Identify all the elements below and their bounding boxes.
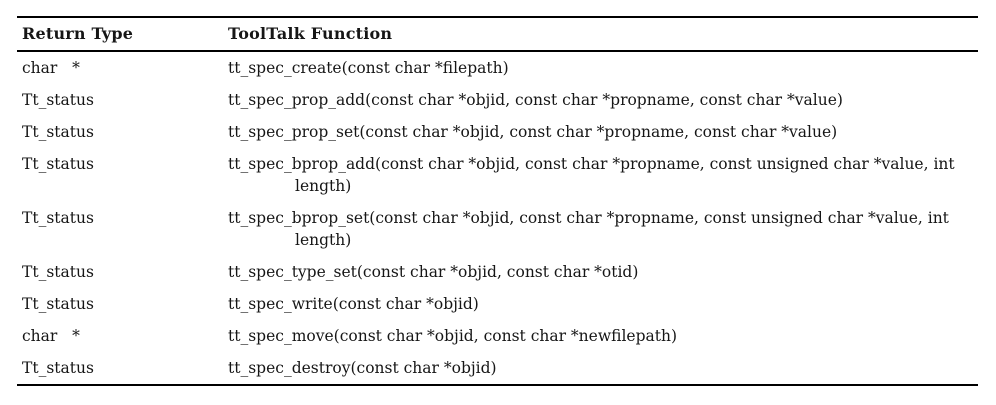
- return-type-cell: Tt_status: [22, 208, 94, 227]
- table-row: [17, 148, 978, 202]
- return-type-cell: char *: [22, 326, 80, 345]
- function-signature: tt_spec_prop_add(const char *objid, const char *propname, const char *value): [228, 90, 843, 109]
- column-header-return-type: Return Type: [22, 24, 134, 43]
- table-row: [17, 202, 978, 256]
- function-signature-continuation: length): [295, 230, 352, 249]
- function-signature: tt_spec_create(const char *filepath): [228, 58, 509, 77]
- function-cell: [228, 261, 978, 283]
- table-row: [17, 84, 978, 116]
- return-type-cell: char *: [22, 58, 80, 77]
- function-cell: [228, 89, 978, 111]
- return-type-cell: Tt_status: [22, 122, 94, 141]
- function-cell: [228, 57, 978, 79]
- function-signature: tt_spec_write(const char *objid): [228, 294, 479, 313]
- table-row: [17, 256, 978, 288]
- return-type-cell: Tt_status: [22, 154, 94, 173]
- return-type-cell: Tt_status: [22, 262, 94, 281]
- table-row: [17, 116, 978, 148]
- table-row: [17, 288, 978, 320]
- column-header-tooltalk-function: ToolTalk Function: [228, 24, 393, 43]
- function-signature: tt_spec_prop_set(const char *objid, const char *propname, const char *value): [228, 122, 838, 141]
- function-cell: [228, 153, 978, 197]
- function-cell: [228, 121, 978, 143]
- table-row: [17, 352, 978, 384]
- table-row: [17, 52, 978, 84]
- table-row: [17, 320, 978, 352]
- bottom-rule: [17, 384, 978, 386]
- function-reference-table: [17, 16, 978, 386]
- return-type-cell: Tt_status: [22, 294, 94, 313]
- function-signature: tt_spec_destroy(const char *objid): [228, 358, 497, 377]
- table-header-row: [17, 18, 978, 50]
- function-signature: tt_spec_type_set(const char *objid, const char *otid): [228, 262, 639, 281]
- function-cell: [228, 293, 978, 315]
- function-signature-continuation: length): [295, 176, 352, 195]
- function-signature: tt_spec_bprop_set(const char *objid, const char *propname, const unsigned char *value, int: [228, 208, 949, 227]
- return-type-cell: Tt_status: [22, 90, 94, 109]
- function-cell: [228, 325, 978, 347]
- function-signature: tt_spec_bprop_add(const char *objid, const char *propname, const unsigned char *value, int: [228, 154, 955, 173]
- function-cell: [228, 207, 978, 251]
- return-type-cell: Tt_status: [22, 358, 94, 377]
- function-signature: tt_spec_move(const char *objid, const char *newfilepath): [228, 326, 677, 345]
- function-cell: [228, 357, 978, 379]
